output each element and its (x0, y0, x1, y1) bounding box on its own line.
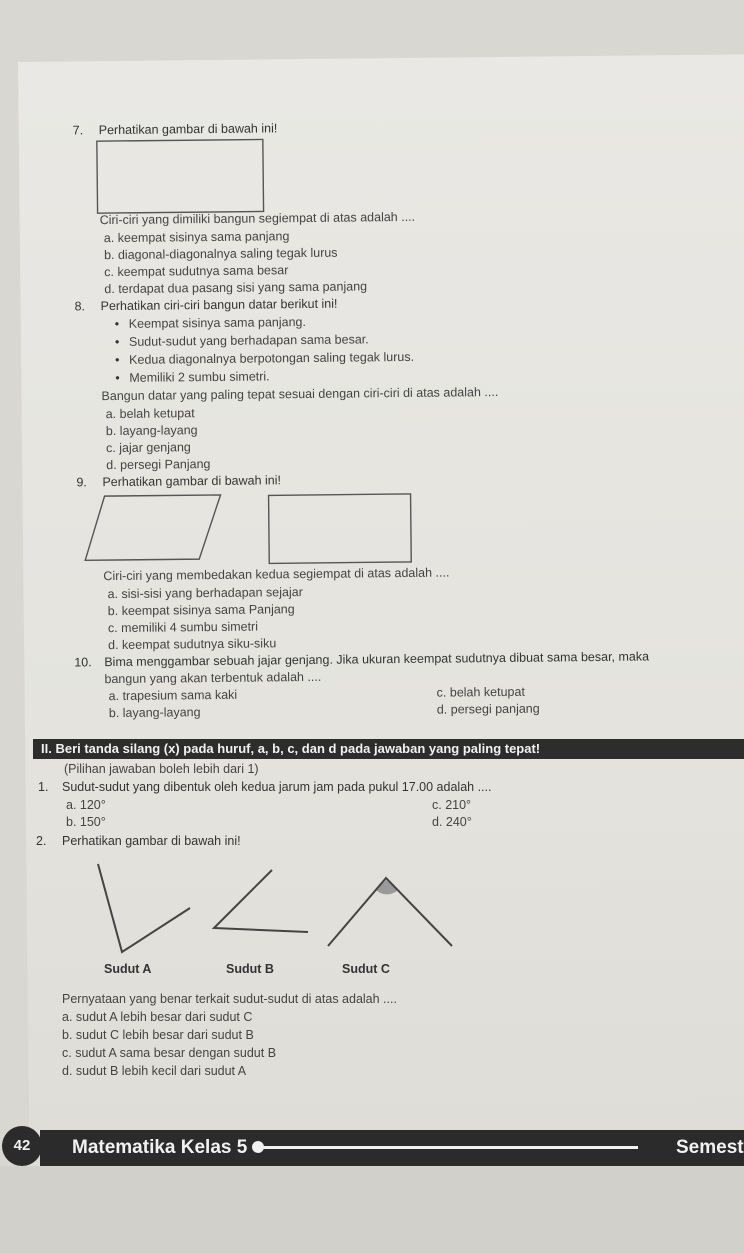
q8-option-b[interactable]: b. layang-layang (105, 423, 198, 439)
s1-option-c[interactable]: c. 210° (432, 798, 472, 812)
q7-option-a[interactable]: a. keempat sisinya sama panjang (103, 229, 290, 246)
s1-option-d[interactable]: d. 240° (432, 815, 472, 829)
q8-option-c[interactable]: c. jajar genjang (105, 440, 191, 456)
q9-question: Ciri-ciri yang membedakan kedua segiempat di atas adalah .... (103, 565, 450, 584)
angle-a-label: Sudut A (104, 962, 152, 976)
q10-option-c[interactable]: c. belah ketupat (436, 684, 525, 700)
q7-option-b[interactable]: b. diagonal-diagonalnya saling tegak lurus (103, 245, 338, 263)
q8-bullet-2: • Sudut-sudut yang berhadapan sama besar. (129, 332, 369, 350)
q10-number: 10. (74, 655, 92, 670)
q9-rectangle-figure (267, 492, 414, 566)
q7-question: Ciri-ciri yang dimiliki bangun segiempat di atas adalah .... (99, 209, 416, 228)
s2-option-a[interactable]: a. sudut A lebih besar dari sudut C (62, 1010, 253, 1024)
angle-b-label: Sudut B (226, 962, 274, 976)
q7-rectangle-figure (95, 137, 266, 215)
q8-bullet-3: • Kedua diagonalnya berpotongan saling tegak lurus. (129, 350, 414, 368)
page-number: 42 (2, 1126, 42, 1166)
q9-option-d[interactable]: d. keempat sudutnya siku-siku (108, 636, 277, 653)
q9-option-c[interactable]: c. memiliki 4 sumbu simetri (107, 619, 259, 636)
q10-option-d[interactable]: d. persegi panjang (436, 701, 540, 717)
s2-option-c[interactable]: c. sudut A sama besar dengan sudut B (62, 1046, 277, 1060)
s2-number: 2. (36, 834, 47, 848)
s1-number: 1. (38, 780, 49, 794)
q9-parallelogram-figure (83, 492, 224, 563)
page-footer (0, 1130, 744, 1166)
q10-line-2: bangun yang akan terbentuk adalah .... (104, 669, 322, 687)
s2-text: Perhatikan gambar di bawah ini! (62, 834, 241, 848)
angle-c-figure (324, 866, 456, 950)
q7-number: 7. (72, 123, 84, 138)
angle-c-label: Sudut C (342, 962, 390, 976)
q9-number: 9. (76, 475, 87, 490)
s2-option-b[interactable]: b. sudut C lebih besar dari sudut B (62, 1028, 254, 1042)
footer-semester: Semest (676, 1137, 744, 1158)
s1-option-b[interactable]: b. 150° (66, 815, 106, 829)
s1-option-a[interactable]: a. 120° (66, 798, 106, 812)
q10-line-1: Bima menggambar sebuah jajar genjang. Jika ukuran keempat sudutnya dibuat sama besar, maka (104, 649, 650, 670)
q9-option-b[interactable]: b. keempat sisinya sama Panjang (107, 602, 295, 619)
q10-option-b[interactable]: b. layang-layang (108, 705, 201, 721)
s2-option-d[interactable]: d. sudut B lebih kecil dari sudut A (62, 1064, 247, 1078)
q8-number: 8. (74, 299, 86, 314)
section-2-header: II. Beri tanda silang (x) pada huruf, a, b, c, dan d pada jawaban yang paling tepat! (33, 739, 744, 759)
s1-text: Sudut-sudut yang dibentuk oleh kedua jarum jam pada pukul 17.00 adalah .... (62, 780, 492, 794)
q8-option-a[interactable]: a. belah ketupat (105, 406, 195, 422)
q9-option-a[interactable]: a. sisi-sisi yang berhadapan sejajar (107, 585, 303, 602)
angle-a-figure (90, 860, 200, 960)
q8-bullet-4: • Memiliki 2 sumbu simetri. (129, 369, 269, 385)
section-2-note: (Pilihan jawaban boleh lebih dari 1) (64, 762, 259, 776)
footer-title: Matematika Kelas 5 (72, 1137, 248, 1158)
footer-line (258, 1146, 638, 1149)
q8-option-d[interactable]: d. persegi Panjang (106, 457, 211, 473)
q9-text: Perhatikan gambar di bawah ini! (102, 473, 282, 490)
q7-option-c[interactable]: c. keempat sudutnya sama besar (104, 263, 289, 280)
q8-bullet-1: • Keempat sisinya sama panjang. (129, 315, 306, 332)
angle-b-figure (204, 864, 314, 944)
q7-option-d[interactable]: d. terdapat dua pasang sisi yang sama panjang (104, 279, 368, 297)
q8-question: Bangun datar yang paling tepat sesuai dengan ciri-ciri di atas adalah .... (101, 384, 499, 404)
q7-text: Perhatikan gambar di bawah ini! (98, 121, 278, 138)
q8-text: Perhatikan ciri-ciri bangun datar berikut ini! (100, 296, 338, 314)
s2-question: Pernyataan yang benar terkait sudut-sudut di atas adalah .... (62, 992, 397, 1006)
page-bottom-margin (0, 1166, 744, 1253)
q10-option-a[interactable]: a. trapesium sama kaki (108, 687, 238, 704)
